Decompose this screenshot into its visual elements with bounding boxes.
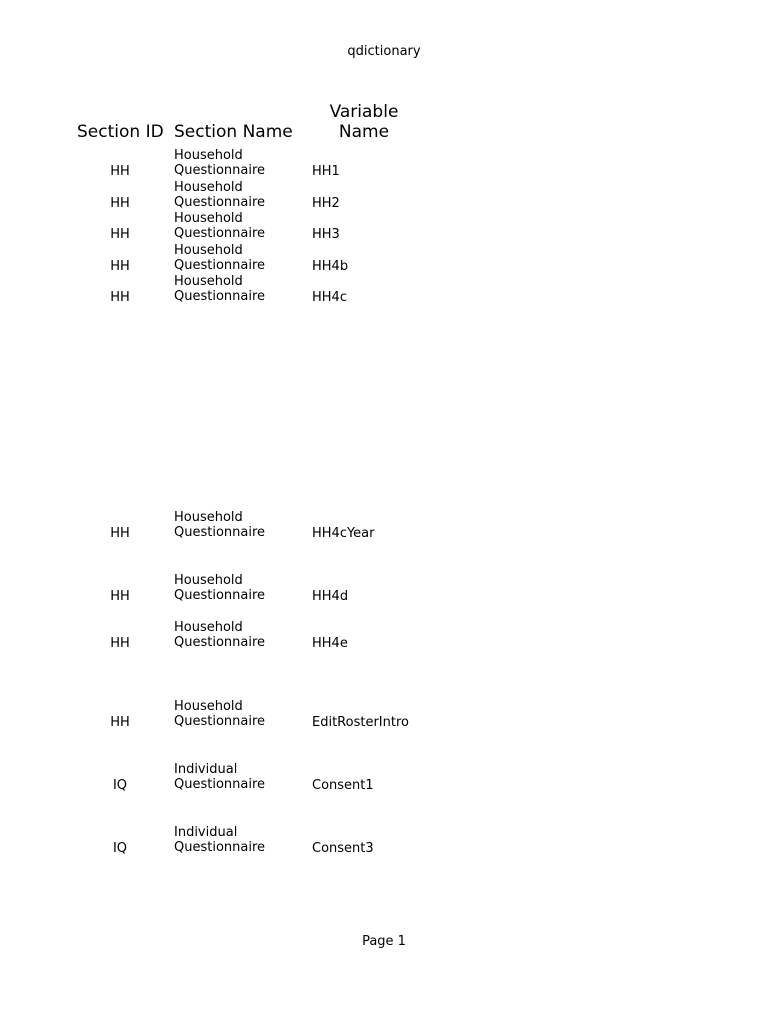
table-row	[0, 274, 768, 306]
section-id-cell: HH	[110, 589, 130, 604]
table-row	[0, 620, 768, 652]
table-row	[0, 211, 768, 243]
section-id-cell: IQ	[112, 778, 128, 793]
column-header-variable-name-line1: Variable	[329, 102, 399, 122]
section-name-line1: Household	[174, 573, 243, 588]
variable-name-cell: EditRosterIntro	[312, 715, 409, 730]
variable-name-cell: HH4d	[312, 589, 349, 604]
section-name-line1: Household	[174, 211, 243, 226]
section-id-cell: IQ	[112, 841, 128, 856]
variable-name-cell: HH4e	[312, 636, 348, 651]
section-name-line2: Questionnaire	[174, 777, 266, 792]
column-header-section-id: Section ID	[77, 122, 164, 142]
section-name-line1: Household	[174, 699, 243, 714]
section-name-cell	[174, 180, 304, 210]
table-row	[0, 148, 768, 180]
page-header-title: qdictionary	[347, 44, 421, 59]
section-name-line2: Questionnaire	[174, 588, 266, 603]
section-id-cell: HH	[110, 636, 130, 651]
table-row	[0, 510, 768, 542]
section-name-cell	[174, 762, 304, 792]
variable-name-cell: HH1	[312, 164, 340, 179]
section-name-cell	[174, 620, 304, 650]
table-row	[0, 243, 768, 275]
section-id-cell: HH	[110, 715, 130, 730]
table-row	[0, 573, 768, 605]
table-row	[0, 180, 768, 212]
table-row	[0, 762, 768, 794]
section-id-cell: HH	[110, 526, 130, 541]
variable-name-cell: HH3	[312, 227, 340, 242]
column-header-variable-name-line2: Name	[338, 122, 390, 142]
section-name-cell	[174, 699, 304, 729]
section-name-cell	[174, 510, 304, 540]
section-name-line1: Household	[174, 180, 243, 195]
section-name-line2: Questionnaire	[174, 163, 266, 178]
variable-name-cell: Consent1	[312, 778, 374, 793]
section-name-line1: Household	[174, 510, 243, 525]
section-name-line2: Questionnaire	[174, 195, 266, 210]
page-number: Page 1	[362, 934, 406, 949]
section-name-line2: Questionnaire	[174, 525, 266, 540]
section-id-cell: HH	[110, 290, 130, 305]
section-name-line2: Questionnaire	[174, 289, 266, 304]
variable-name-cell: HH4c	[312, 290, 347, 305]
section-id-cell: HH	[110, 259, 130, 274]
table-row	[0, 699, 768, 731]
section-name-line2: Questionnaire	[174, 840, 266, 855]
section-name-line1: Household	[174, 243, 243, 258]
section-name-cell	[174, 243, 304, 273]
section-name-line1: Individual	[174, 762, 238, 777]
section-id-cell: HH	[110, 227, 130, 242]
variable-name-cell: HH4cYear	[312, 526, 375, 541]
section-name-cell	[174, 148, 304, 178]
section-name-line2: Questionnaire	[174, 226, 266, 241]
section-name-cell	[174, 825, 304, 855]
column-header-variable-name	[318, 102, 410, 142]
variable-name-cell: Consent3	[312, 841, 374, 856]
section-name-line1: Individual	[174, 825, 238, 840]
section-name-line1: Household	[174, 148, 243, 163]
section-name-line1: Household	[174, 620, 243, 635]
section-id-cell: HH	[110, 164, 130, 179]
table-row	[0, 825, 768, 857]
section-name-cell	[174, 573, 304, 603]
section-name-line2: Questionnaire	[174, 635, 266, 650]
column-header-section-name: Section Name	[174, 122, 293, 142]
section-name-line1: Household	[174, 274, 243, 289]
section-name-cell	[174, 274, 304, 304]
section-id-cell: HH	[110, 196, 130, 211]
section-name-line2: Questionnaire	[174, 258, 266, 273]
section-name-cell	[174, 211, 304, 241]
variable-name-cell: HH4b	[312, 259, 349, 274]
variable-name-cell: HH2	[312, 196, 340, 211]
section-name-line2: Questionnaire	[174, 714, 266, 729]
